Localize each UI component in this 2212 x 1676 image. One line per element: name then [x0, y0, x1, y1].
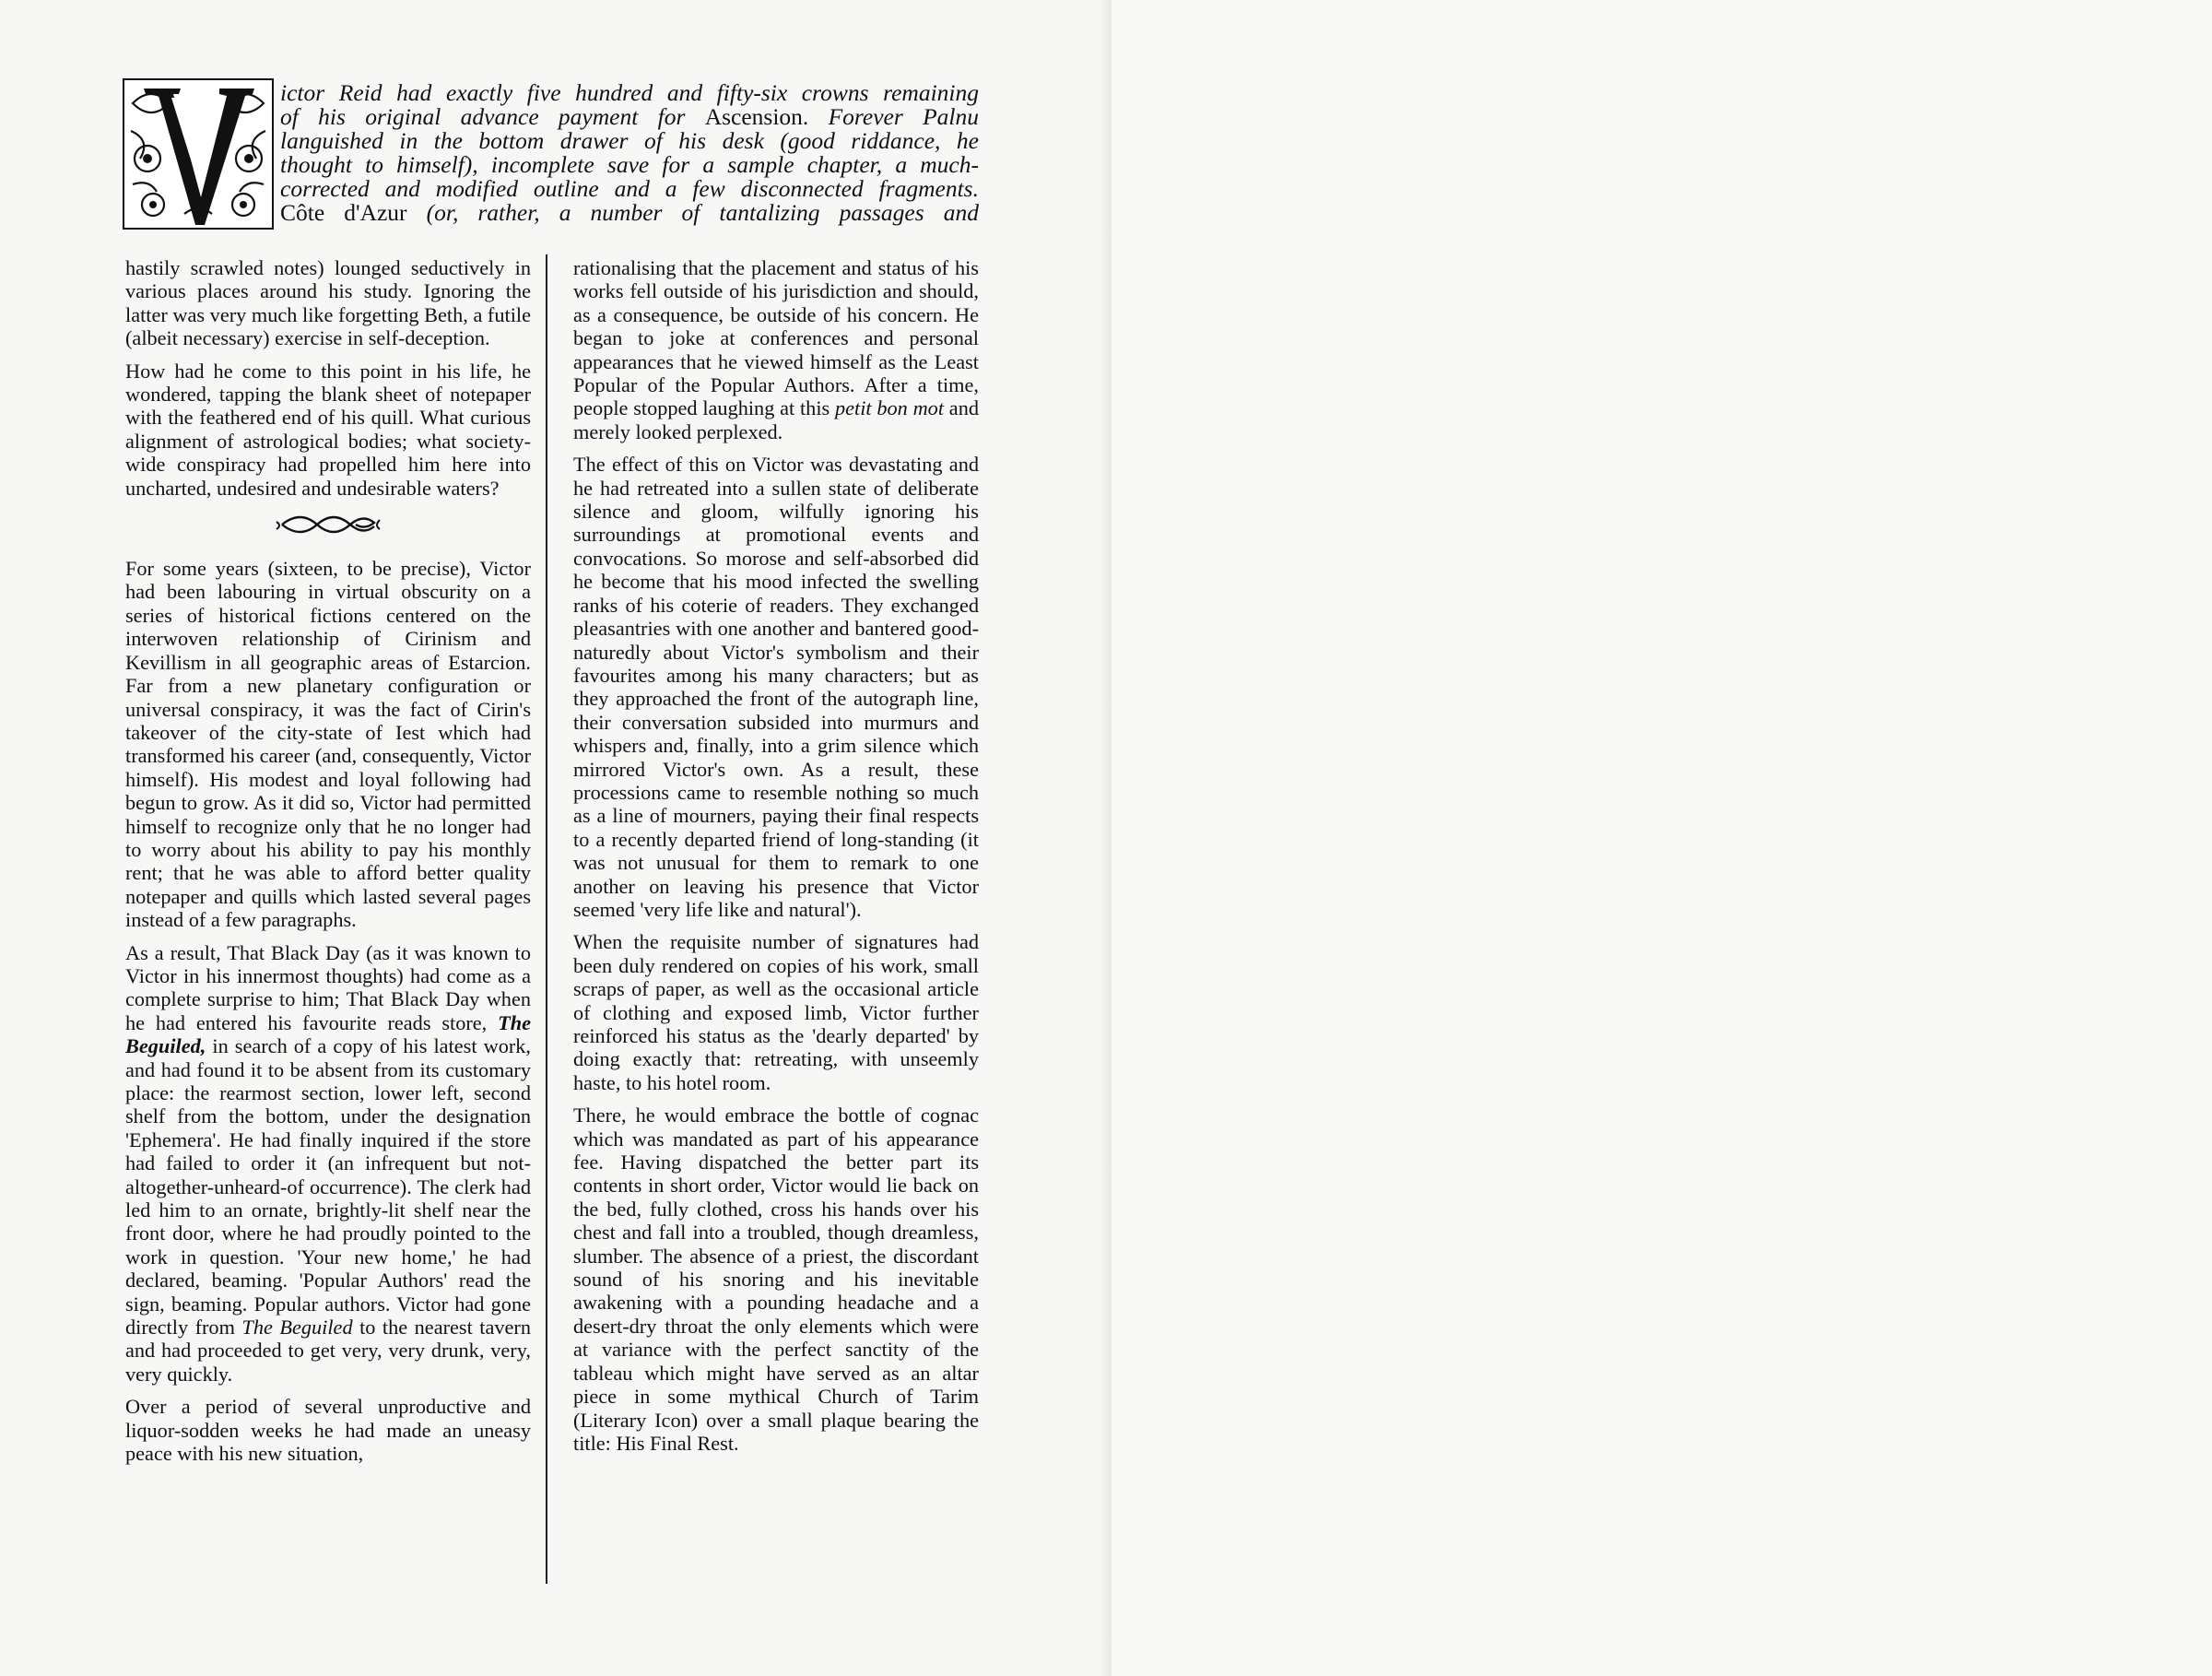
store-name: The Beguiled,: [125, 1010, 531, 1058]
text-column-1: [125, 256, 531, 1475]
text-run: As a result, That Black Day (as it was known to Victor in his innermost thoughts) had come as a complete surprise to him; That Black Day when he had entered his favourite reads store,: [125, 940, 531, 1034]
paragraph: For some years (sixteen, to be precise), Victor had been labouring in virtual obscurity on a series of historical fictions centered on the interwoven relationship of Cirinism and Kevillism in all geographic areas of Estarcion. Far from a new planetary configuration or universal conspiracy, it was the fact of Cirin's takeover of the city-state of Iest which had transformed his career (and, consequently, Victor himself). His modest and loyal following had begun to grow. As it did so, Victor had permitted himself to recognize only that he no longer had to worry about his ability to pay his monthly rent; that he was able to afford better quality notepaper and quills which lasted several pages instead of a few paragraphs.: [125, 557, 531, 932]
text-run: languished in the bottom drawer of his desk (good riddance, he: [280, 127, 979, 154]
text-run: rationalising that the placement and status of his works fell outside of his jurisdiction and should, as a consequence, be outside of his concern. He began to joke at conferences and personal appearances that he viewed himself as the Least Popular of the Popular Authors. After a time, people stopped laughing at this: [573, 256, 979, 420]
paragraph: [125, 941, 531, 1387]
book-title: Côte d'Azur: [280, 199, 407, 226]
intro-line: [280, 81, 979, 105]
right-page: [1112, 0, 2212, 1676]
text-run: ictor Reid had exactly five hundred and fifty-six crowns remaining: [280, 79, 979, 106]
paragraph: When the requisite number of signatures had been duly rendered on copies of his work, small scraps of paper, as well as the occasional article of clothing and exposed limb, Victor further reinforced his status as the 'dearly departed' by doing exactly that: retreating, with unseemly haste, to his hotel room.: [573, 930, 979, 1094]
store-name: The Beguiled: [241, 1316, 353, 1340]
book-title: Ascension.: [704, 103, 809, 130]
intro-line: [280, 153, 979, 177]
ornate-drop-cap-v: [120, 76, 276, 232]
paragraph: [573, 256, 979, 443]
paragraph: hastily scrawled notes) lounged seductively in various places around his study. Ignoring the latter was very much like forgetting Beth, a futile (albeit necessary) exercise in self-deception.: [125, 256, 531, 350]
text-run: and merely looked perplexed.: [573, 396, 979, 443]
intro-line: [280, 177, 979, 201]
paragraph: The effect of this on Victor was devastating and he had retreated into a sullen state of deliberate silence and gloom, wilfully ignoring his surroundings at promotional events and convocations. So morose and self-absorbed did he become that his mood infected the swelling ranks of his coterie of readers. They exchanged pleasantries with one another and bantered good-naturedly about Victor's symbolism and their favourites among his many characters; but as they approached the front of the autograph line, their conversation subsided into murmurs and whispers and, finally, into a grim silence which mirrored Victor's own. As a result, these processions came to resemble nothing so much as a line of mourners, paying their final respects to a recently departed friend of long-standing (it was not unusual for them to remark to one another on leaving his presence that Victor seemed 'very life like and natural').: [573, 453, 979, 921]
italic-phrase: petit bon mot: [834, 396, 945, 420]
intro-line: [280, 105, 979, 129]
section-break-ornament: [273, 509, 383, 540]
text-run: of his original advance payment for: [280, 103, 705, 130]
paragraph: Over a period of several unproductive and liquor-sodden weeks he had made an uneasy peace with his new situation,: [125, 1395, 531, 1466]
text-run: (or, rather, a number of tantalizing passages and: [406, 199, 979, 226]
column-divider: [546, 254, 547, 1584]
intro-line: [280, 129, 979, 153]
text-run: in search of a copy of his latest work, and had found it to be absent from its customary place: the rearmost section, lower left, second shelf from the bottom, under the designation 'Ephemera'. He had finally inquired if the store had failed to order it (an infrequent but not-altogether-unheard-of occurrence). The clerk had led him to an ornate, brightly-lit shelf near the front door, where he had proudly pointed to the work in question. 'Your new home,' he had declared, beaming. 'Popular Authors' read the sign, beaming. Popular authors. Victor had gone directly from: [125, 1034, 531, 1340]
text-run: to the nearest tavern and had proceeded to get very, very drunk, very, very quickly.: [125, 1316, 531, 1386]
intro-line: [280, 201, 979, 225]
text-run: Forever Palnu: [808, 103, 979, 130]
text-run: corrected and modified outline and a few disconnected fragments.: [280, 175, 979, 202]
text-run: thought to himself), incomplete save for a sample chapter, a much-: [280, 151, 979, 178]
text-column-2: [573, 256, 979, 1464]
paragraph: How had he come to this point in his life, he wondered, tapping the blank sheet of notepaper with the feathered end of his quill. What curious alignment of astrological bodies; what society-wide conspiracy had propelled him here into uncharted, undesired and undesirable waters?: [125, 359, 531, 500]
intro-paragraph: [280, 81, 979, 225]
paragraph: There, he would embrace the bottle of cognac which was mandated as part of his appearance fee. Having dispatched the better part its contents in short order, Victor would lie back on the bed, fully clothed, cross his hands over his chest and fall into a troubled, though dreamless, slumber. The absence of a priest, the discordant sound of his snoring and his inevitable awakening with a pounding headache and a desert-dry throat the only elements which were at variance with the perfect sanctity of the tableau which might have served as an altar piece in some mythical Church of Tarim (Literary Icon) over a small plaque bearing the title: His Final Rest.: [573, 1104, 979, 1455]
